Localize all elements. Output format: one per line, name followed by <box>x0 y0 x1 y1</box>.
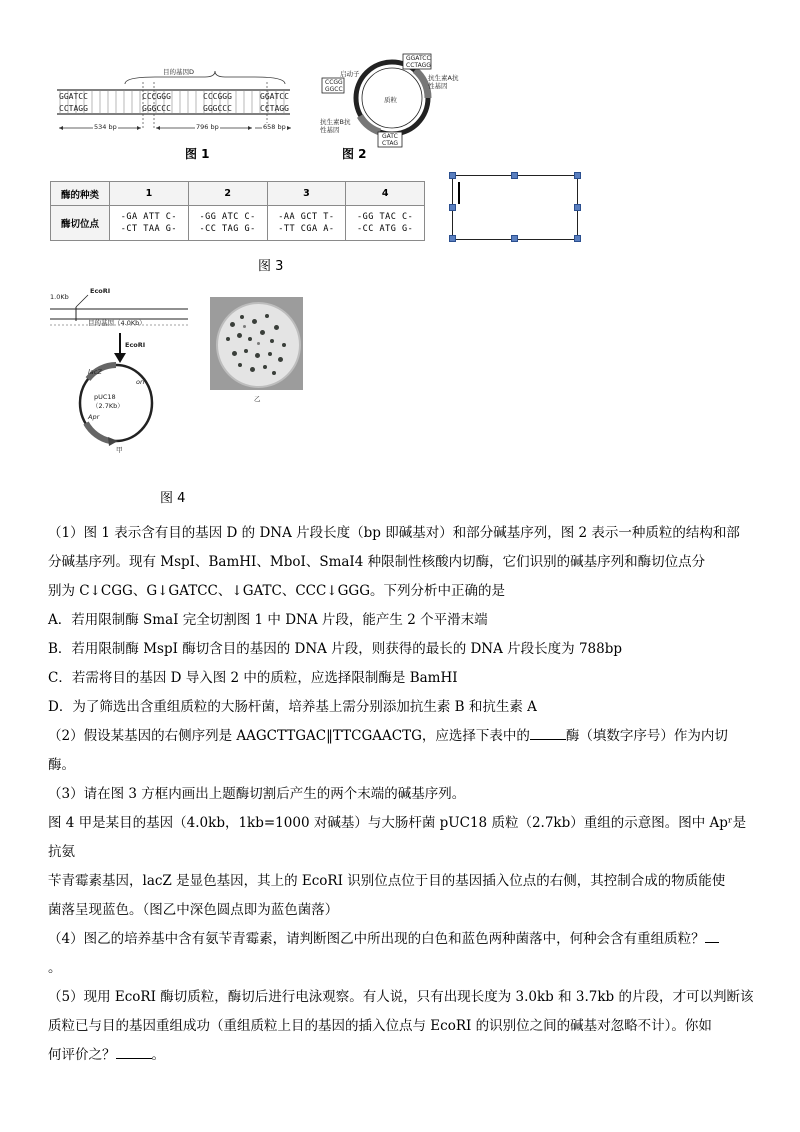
enzyme-table <box>50 181 425 241</box>
colony <box>278 357 283 362</box>
petri-dish-photo <box>210 297 303 390</box>
q5-answer-blank[interactable] <box>116 1045 152 1059</box>
fig4-desc-2: 苄青霉素基因，lacZ 是显色基因，其上的 EcoRI 识别位点位于目的基因插入位点的右侧，其控制合成的物质能使 <box>48 873 726 889</box>
yi-label: 乙 <box>254 395 261 403</box>
seq-top-3: CCCGGG <box>203 92 232 101</box>
colony <box>270 339 274 343</box>
plasmid-seq-bottom-2: CTAG <box>382 140 399 147</box>
option-d: D．为了筛选出含重组质粒的大肠杆菌，培养基上需分别添加抗生素 B 和抗生素 A <box>48 699 537 715</box>
q2-answer-blank[interactable] <box>530 726 566 740</box>
cut-site-2 <box>188 206 267 241</box>
colony <box>260 330 265 335</box>
length-534: 534 bp <box>94 123 117 131</box>
colony <box>240 315 244 319</box>
figure-1 <box>55 62 295 152</box>
cut-site-1 <box>110 206 189 241</box>
resize-handle-bottom-right[interactable] <box>574 235 581 242</box>
figure-4-label: 图 4 <box>160 491 186 506</box>
resize-handle-bottom-left[interactable] <box>449 235 456 242</box>
length-1kb: 1.0Kb <box>50 293 69 301</box>
option-b: B．若用限制酶 MspⅠ 酶切含目的基因的 DNA 片段，则获得的最长的 DNA 片段长度为 788bp <box>48 641 623 657</box>
colony <box>257 342 260 345</box>
header-cell: 1 <box>110 182 189 206</box>
resize-handle-bottom[interactable] <box>511 235 518 242</box>
plasmid-seq-top-1: GGATCC <box>406 55 431 62</box>
resist-a-label: 抗生素A抗性基因 <box>428 74 459 90</box>
colony <box>232 351 237 356</box>
q5-line-1: （5）现用 EcoRI 酶切质粒，酶切后进行电泳观察。有人说，只有出现长度为 3.0kb 和 3.7kb 的片段，才可以判断该 <box>48 989 754 1005</box>
cut-site-top: -GG TAC C- <box>357 212 414 222</box>
fig4-desc-3: 菌落呈现蓝色。（图乙中深色圆点即为蓝色菌落） <box>48 902 339 918</box>
q2-line-2: 酶。 <box>48 757 75 773</box>
q5-text: 何评价之？ <box>48 1047 116 1063</box>
puc18-length: （2.7Kb） <box>92 402 124 410</box>
length-658: 658 bp <box>263 123 286 131</box>
colony <box>265 314 269 318</box>
ecori-label-top: EcoRI <box>90 287 111 295</box>
cut-site-bottom: -TT CGA A- <box>278 224 335 234</box>
colony <box>226 337 230 341</box>
answer-drawing-box[interactable] <box>452 175 578 240</box>
figure-2-label: 图 2 <box>342 147 367 161</box>
q3-line: （3）请在图 3 方框内画出上题酶切割后产生的两个末端的碱基序列。 <box>48 786 466 802</box>
resize-handle-top-right[interactable] <box>574 172 581 179</box>
plasmid-seq-top-2: CCTAGG <box>406 62 431 69</box>
plasmid-label: 质粒 <box>384 96 397 104</box>
cut-site-bottom: -CT TAA G- <box>120 224 177 234</box>
cut-site-4 <box>346 206 425 241</box>
q2-line-1 <box>48 722 758 751</box>
seq-top-1: GGATCC <box>59 92 88 101</box>
q5-line-3 <box>48 1041 758 1070</box>
option-c: C．若需将目的基因 D 导入图 2 中的质粒，应选择限制酶是 BamHⅠ <box>48 670 458 686</box>
cut-site-bottom: -CC TAG G- <box>199 224 256 234</box>
length-796: 796 bp <box>196 123 219 131</box>
resize-handle-top-left[interactable] <box>449 172 456 179</box>
header-cell: 酶的种类 <box>51 182 110 206</box>
colony <box>250 367 255 372</box>
target-gene-4kb: 目的基因（4.0Kb） <box>88 319 146 327</box>
q5-end: 。 <box>151 1047 165 1063</box>
q2-text-b: 酶（填数字序号）作为内切 <box>565 728 728 744</box>
colony <box>263 365 267 369</box>
q4-line-2: 。 <box>48 960 62 976</box>
colony <box>230 322 235 327</box>
petri-dish-plate <box>216 302 301 388</box>
q1-line-1: （1）图 1 表示含有目的基因 D 的 DNA 片段长度（bp 即碱基对）和部分碱基序列，图 2 表示一种质粒的结构和部 <box>48 525 740 541</box>
resize-handle-right[interactable] <box>574 204 581 211</box>
colony <box>274 325 279 330</box>
apr-label: Apr <box>88 413 100 421</box>
target-gene-label: 目的基因D <box>163 68 195 76</box>
plasmid-seq-left-2: GGCC <box>325 86 343 93</box>
colony <box>252 319 257 324</box>
cut-site-top: -GG ATC C- <box>199 212 256 222</box>
colony <box>243 325 246 328</box>
cut-site-3 <box>267 206 346 241</box>
fig4-desc-1: 图 4 甲是某目的基因（4.0kb，1kb=1000 对碱基）与大肠杆菌 pUC18 质粒（2.7kb）重组的示意图。图中 Apʳ是抗氨 <box>48 815 747 860</box>
question-text <box>48 519 758 1070</box>
q4-text: （4）图乙的培养基中含有氨苄青霉素，请判断图乙中所出现的白色和蓝色两种菌落中，何种会含有重组质粒？ <box>48 931 705 947</box>
ecori-label-plasmid: EcoRI <box>125 341 146 349</box>
seq-bottom-1: CCTAGG <box>59 104 88 113</box>
seq-top-2: CCCGGG <box>142 92 171 101</box>
colony <box>237 333 242 338</box>
resist-b-label: 抗生素B抗性基因 <box>320 118 351 134</box>
puc18-label: pUC18 <box>94 393 116 401</box>
cut-site-top: -AA GCT T- <box>278 212 335 222</box>
seq-bottom-4: CCTAGG <box>260 104 289 113</box>
text-cursor <box>458 182 460 204</box>
plasmid-seq-bottom-1: GATC <box>382 133 398 140</box>
row-label: 酶切位点 <box>51 206 110 241</box>
colony <box>255 353 260 358</box>
option-a: A．若用限制酶 SmaⅠ 完全切割图 1 中 DNA 片段，能产生 2 个平滑末端 <box>48 612 488 628</box>
seq-bottom-3: GGGCCC <box>203 104 232 113</box>
enzyme-table-header <box>51 182 425 206</box>
ori-label: ori <box>136 378 145 386</box>
header-cell: 3 <box>267 182 346 206</box>
q4-line-1 <box>48 925 758 954</box>
colony <box>268 352 272 356</box>
q2-text-a: （2）假设某基因的右侧序列是 AAGCTTGAC‖TTCGAACTG，应选择下表中的 <box>48 728 530 744</box>
resize-handle-left[interactable] <box>449 204 456 211</box>
q1-line-3: 别为 C↓CGG、G↓GATCC、↓GATC、CCC↓GGG。下列分析中正确的是 <box>48 583 505 599</box>
q4-answer-blank[interactable] <box>705 929 719 943</box>
seq-bottom-2: GGGCCC <box>142 104 171 113</box>
figure-4-jia <box>48 285 198 455</box>
cut-site-top: -GA ATT C- <box>120 212 177 222</box>
lacz-label: lacZ <box>88 368 102 376</box>
colony <box>272 371 276 375</box>
colony <box>282 343 286 347</box>
colony <box>244 349 248 353</box>
colony <box>248 337 252 341</box>
figure-1-label: 图 1 <box>185 147 210 161</box>
promoter-label: 启动子 <box>340 70 360 78</box>
figure-2 <box>320 50 460 150</box>
header-cell: 2 <box>188 182 267 206</box>
seq-top-4: GGATCC <box>260 92 289 101</box>
colony <box>238 363 242 367</box>
figure-3-label: 图 3 <box>258 259 284 274</box>
q5-line-2: 质粒已与目的基因重组成功（重组质粒上目的基因的插入位点与 EcoRI 的识别位之间的碱基对忽略不计）。你如 <box>48 1018 712 1034</box>
header-cell: 4 <box>346 182 425 206</box>
enzyme-table-row <box>51 206 425 241</box>
plasmid-seq-left-1: CCGG <box>325 79 343 86</box>
q1-line-2: 分碱基序列。现有 MspⅠ、BamHⅠ、MboⅠ、SmaⅠ4 种限制性核酸内切酶，它们识别的碱基序列和酶切位点分 <box>48 554 706 570</box>
cut-site-bottom: -CC ATG G- <box>357 224 414 234</box>
recombination-diagram <box>48 285 198 455</box>
resize-handle-top[interactable] <box>511 172 518 179</box>
jia-label: 甲 <box>116 446 123 454</box>
